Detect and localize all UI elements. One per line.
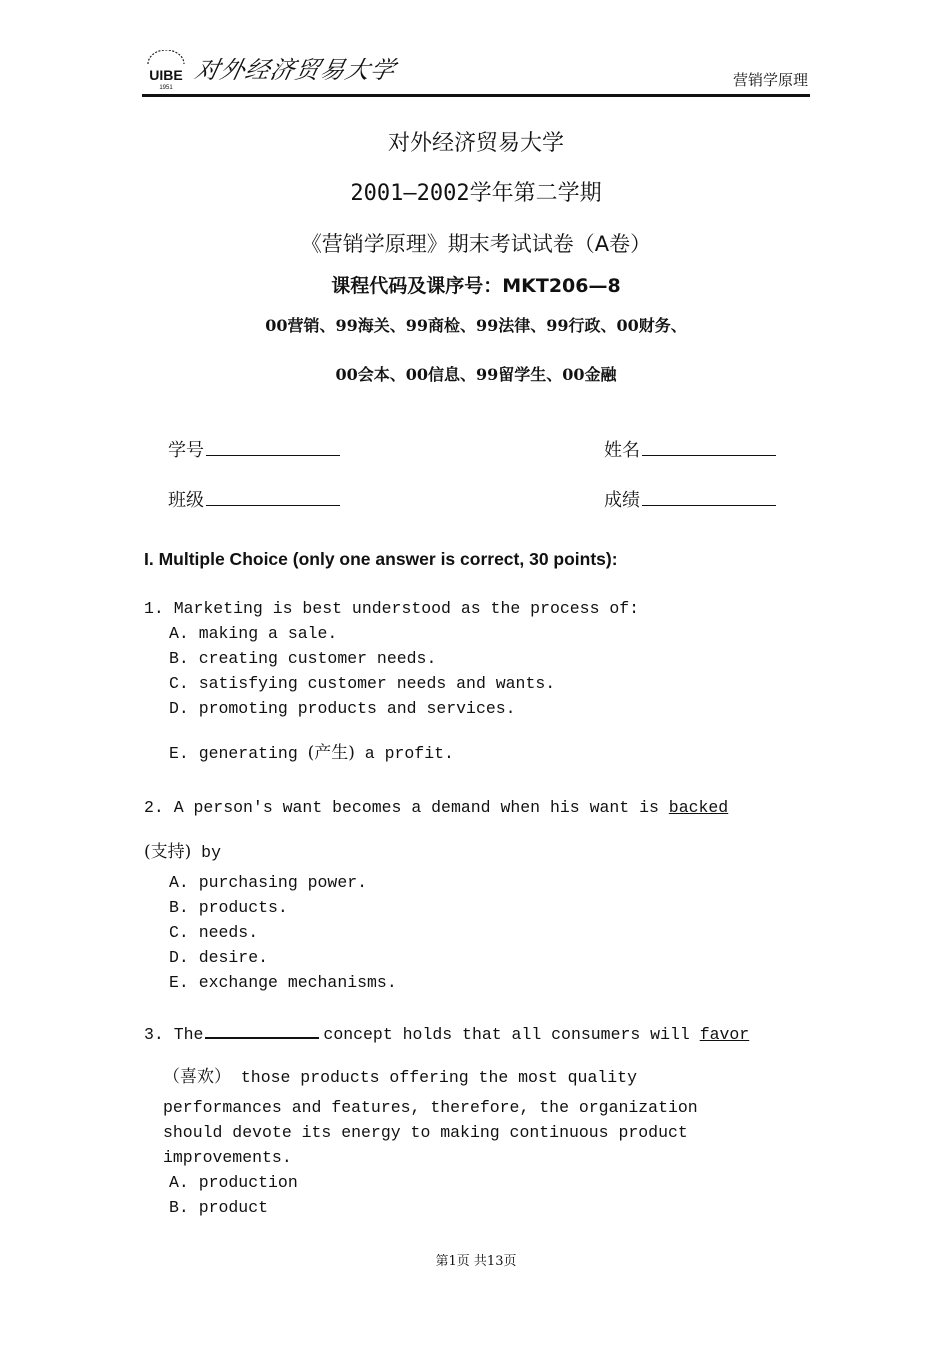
- student-id-blank[interactable]: [206, 437, 340, 456]
- q2-cont-cjk: (支持): [144, 842, 192, 862]
- q2-stem-underlined: backed: [668, 798, 729, 817]
- q1-stem: 1. Marketing is best understood as the process of:: [144, 599, 640, 618]
- q1-e-pre: E. generating: [169, 744, 308, 763]
- q3-stem-pre: 3. The: [144, 1025, 204, 1044]
- q2-cont: by: [191, 843, 221, 862]
- class-blank[interactable]: [206, 487, 340, 506]
- q2-stem-continued: [144, 837, 221, 862]
- q1-e-post: a profit.: [354, 744, 454, 763]
- q3-option-b: B. product: [169, 1198, 269, 1217]
- classes-line-1: 00营销、99海关、99商检、99法律、99行政、00财务、: [265, 316, 687, 335]
- class-field[interactable]: [168, 486, 340, 512]
- q3-stem-underlined: favor: [699, 1025, 750, 1044]
- logo-text: UIBE: [149, 67, 183, 83]
- university-title: 对外经济贸易大学: [387, 131, 564, 156]
- q3-stem-line3: performances and features, therefore, the organization: [163, 1098, 698, 1117]
- course-name-header: 营销学原理: [732, 71, 808, 89]
- q1-e-cjk: (产生): [307, 743, 355, 763]
- exam-title: 《营销学原理》期末考试试卷（A卷）: [300, 232, 652, 256]
- class-label: 班级: [168, 490, 204, 511]
- course-code: 课程代码及课序号：MKT206—8: [331, 275, 621, 297]
- year-range: 2001—2002: [350, 181, 470, 206]
- q3-stem: [144, 1023, 749, 1044]
- q2-stem: [144, 798, 728, 817]
- q2-option-b: B. products.: [169, 898, 288, 917]
- q3-cont-cjk: （喜欢）: [163, 1067, 231, 1087]
- q3-stem-post: concept holds that all consumers will: [323, 1025, 700, 1044]
- term-label: 学年第二学期: [469, 181, 602, 206]
- name-blank[interactable]: [642, 437, 776, 456]
- q2-option-e: E. exchange mechanisms.: [169, 973, 397, 992]
- logo-year: 1951: [159, 85, 173, 90]
- q2-option-d: D. desire.: [169, 948, 269, 967]
- student-id-label: 学号: [168, 440, 204, 461]
- q2-stem-pre: 2. A person's want becomes a demand when his want is: [144, 798, 669, 817]
- score-label: 成绩: [604, 490, 640, 511]
- q3-stem-line2: [163, 1062, 637, 1087]
- q1-option-d: D. promoting products and services.: [169, 699, 516, 718]
- q1-option-c: C. satisfying customer needs and wants.: [169, 674, 556, 693]
- q3-option-a: A. production: [169, 1173, 298, 1192]
- score-blank[interactable]: [642, 487, 776, 506]
- q2-option-c: C. needs.: [169, 923, 259, 942]
- name-field[interactable]: [604, 436, 776, 462]
- q2-option-a: A. purchasing power.: [169, 873, 368, 892]
- q3-stem-line4: should devote its energy to making continuous product: [163, 1123, 688, 1142]
- page-number: 第1页 共13页: [435, 1254, 517, 1269]
- student-id-field[interactable]: [168, 436, 340, 462]
- q3-cont: those products offering the most quality: [231, 1068, 637, 1087]
- q1-option-e: [169, 738, 454, 763]
- name-label: 姓名: [604, 440, 640, 461]
- q1-option-a: A. making a sale.: [169, 624, 338, 643]
- term-title: [0, 176, 952, 207]
- classes-line-2: 00会本、00信息、99留学生、00金融: [335, 365, 617, 384]
- q3-stem-line5: improvements.: [163, 1148, 292, 1167]
- q3-answer-blank[interactable]: [205, 1023, 319, 1039]
- university-script-logo: 对外经济贸易大学: [192, 56, 399, 84]
- section-title: I. Multiple Choice (only one answer is correct, 30 points):: [144, 549, 618, 569]
- page-header: [142, 44, 810, 97]
- university-logo-icon: [144, 50, 188, 90]
- score-field[interactable]: [604, 486, 776, 512]
- q1-option-b: B. creating customer needs.: [169, 649, 437, 668]
